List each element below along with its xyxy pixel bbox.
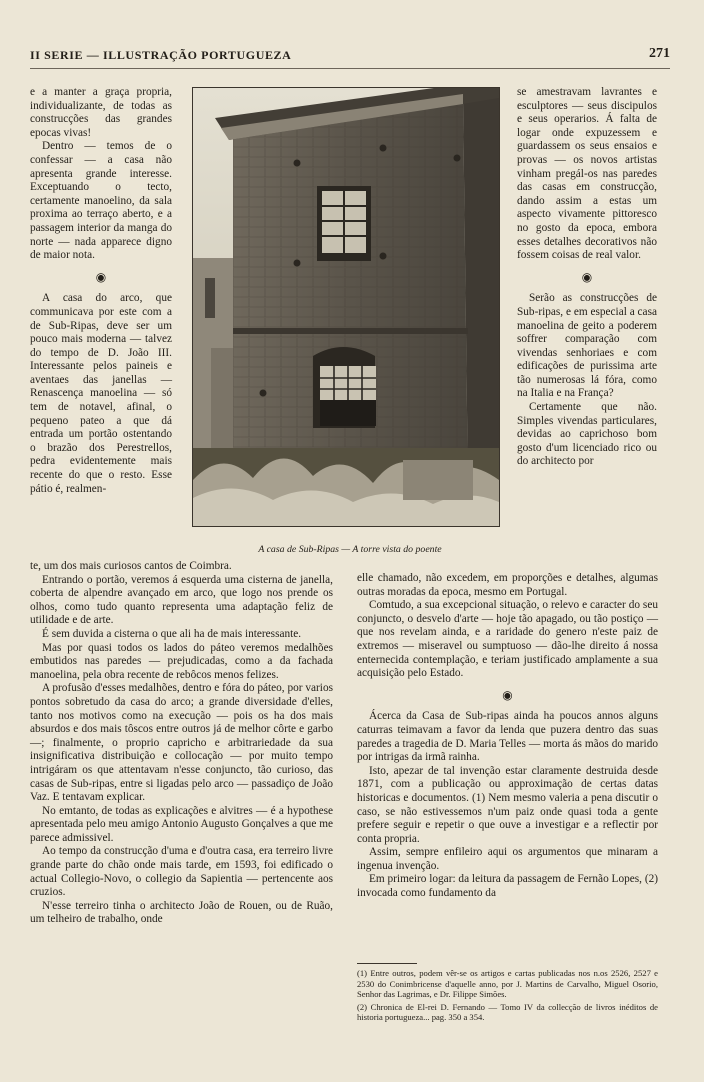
paragraph: Entrando o portão, veremos á esquerda uma cisterna de janella, coberta de alpendre avançado em arco, que logo nos prende os olhos, como tudo quanto representa uma adaptação feliz de utilidade e de arte. [30,573,333,627]
left-column-top [30,86,172,496]
paragraph: Mas por quasi todos os lados do páteo veremos medalhões embutidos nas paredes — prejudicadas, como a da fachada manoelina, pela obra recente de rebôcos menos felizes. [30,641,333,681]
footnote: (1) Entre outros, podem vêr-se os artigos e cartas publicadas nos n.os 2526, 2527 e 2530 do Conimbricense d'aquelle anno, por J. Martins de Carvalho, Miguel Osorio, Senhor das Lagrimas, e Dr. Filippe Simões. [357,968,658,999]
paragraph: Isto, apezar de tal invenção estar claramente destruida desde 1871, com a publicação ou approximação de certas datas historicas e documentos. (1) Nem mesmo valeria a pena discutir o caso, se não estivessemos n'um paiz onde quasi toda a gente prefere seguir e repetir o que ouve a investigar e a reflectir por conta propria. [357,764,658,845]
paragraph: Assim, sempre enfileiro aqui os argumentos que minaram a ingenua invenção. [357,846,658,872]
right-column-top [517,86,657,469]
photo-caption: A casa de Sub-Ripas — A torre vista do poente [258,544,442,555]
page-number: 271 [649,46,670,61]
paragraph: Em primeiro logar: da leitura da passagem de Fernão Lopes, (2) invocada como fundamento da [357,873,658,900]
section-ornament: ◉ [95,269,107,284]
paragraph: Comtudo, a sua excepcional situação, o relevo e caracter do seu conjuncto, o desvelo d'arte — hoje tão apagado, ou tão postiço — que nos revelam ainda, e a raridade do genero n'este paiz de extremos — miseravel ou sumptuoso — dão-lhe direito á nossa enternecida contemplação, e teriam justificado amplamente a sua acquisição pelo Estado. [357,599,658,680]
photograph-sub-ripas-tower [192,87,500,527]
paragraph: te, um dos mais curiosos cantos de Coimbra. [30,560,232,572]
section-ornament: ◉ [581,269,593,284]
paragraph: elle chamado, não excedem, em proporções e detalhes, algumas outras moradas da epoca, mesmo em Portugal. [357,572,658,598]
tower-photo-illustration [193,88,499,526]
section-ornament: ◉ [502,687,513,702]
paragraph: Ácerca da Casa de Sub-ripas ainda ha poucos annos alguns caturras teimavam a favor da lenda que puzera dentro das suas paredes a tragedia de D. Maria Telles — morta ás mãos do marido por intrigas da irmã rainha. [357,710,658,764]
paragraph: Dentro — temos de o confessar — a casa não apresenta grande interesse. Exceptuando o tecto, certamente manoelino, da sala proxima ao terraço aberto, e a passagem interior da manga do norte — nada apparece digno de maior nota. [30,140,172,262]
footnote-divider [357,963,417,964]
paragraph: Ao tempo da construcção d'uma e d'outra casa, era terreiro livre grande parte do chão onde mais tarde, em 1593, foi edificado o actual Collegio-Novo, o collegio da Sapientia — pertencente aos cruzios. [30,845,333,899]
paragraph: Certamente que não. Simples vivendas particulares, devidas ao caprichoso bom gosto d'um licenciado rico ou do architecto por [517,401,657,468]
footnotes [357,963,658,1025]
paragraph: Serão as construcções de Sub-ripas, e em especial a casa manoelina de geito a poderem soffrer comparação com vivendas senhoriaes e com edificações de purissima arte tão numerosas lá fóra, como na Italia e na França? [517,292,657,400]
running-title: II SERIE — ILLUSTRAÇÃO PORTUGUEZA [30,48,292,62]
paragraph: e a manter a graça propria, individualizante, de todas as construcções das grandes epocas vivas! [30,86,172,139]
left-column-main [30,560,333,927]
page-header [30,48,670,69]
paragraph: No emtanto, de todas as explicações e alvitres — é a hypothese apresentada pelo meu amigo Antonio Augusto Gonçalves a que me parece admissivel. [30,804,333,844]
paragraph: É sem duvida a cisterna o que ali ha de mais interessante. [42,627,302,640]
paragraph: A casa do arco, que communicava por este com a de Sub-Ripas, deve ser um pouco mais moderna — talvez do tempo de D. João III. Interessante pelos paineis e aventaes das janellas — Renascença manoelina — só tem de notavel, afinal, o pequeno pateo a que dá entrada um portão ostentando o brazão dos Perestrellos, pedra evidentemente mais recente do que o resto. Esse pátio é, realmen- [30,292,172,495]
right-column-main [357,572,658,901]
paragraph: se amestravam lavrantes e esculptores — seus discipulos e seus operarios. Á falta de logar onde expuzessem e guardassem os seus ensaios e provas — os novos artistas vinham pregál-os nas paredes das casas em construcção, dando assim a estas um aspecto vivamente pittoresco no gosto da epoca, embora esses detalhes decorativos não fossem coisas de real valor. [517,86,657,262]
footnote: (2) Chronica de El-rei D. Fernando — Tomo IV da collecção de livros inéditos de historia portugueza... pag. 350 a 354. [357,1001,658,1022]
paragraph: A profusão d'esses medalhões, dentro e fóra do páteo, por varios pontos sobretudo da casa do arco; a grande diversidade d'elles, tanto nos motivos como na execução — pois os ha dos mais absurdos e dos mais tôscos entre outros já de melhor côrte e garbo —; finalmente, o proprio capricho e arbitrariedade da sua insignificativa distribuição e collocação — por muito tempo intrigáram os que attentavam n'esse conjuncto, tão curioso, das casas de Sub-ripas, entre si ligadas pelo arco — passadiço de João Vaz. E tentavam explicar. [30,682,333,804]
paragraph: N'esse terreiro tinha o architecto João de Rouen, ou de Ruão, um telheiro de trabalho, onde [30,899,333,926]
